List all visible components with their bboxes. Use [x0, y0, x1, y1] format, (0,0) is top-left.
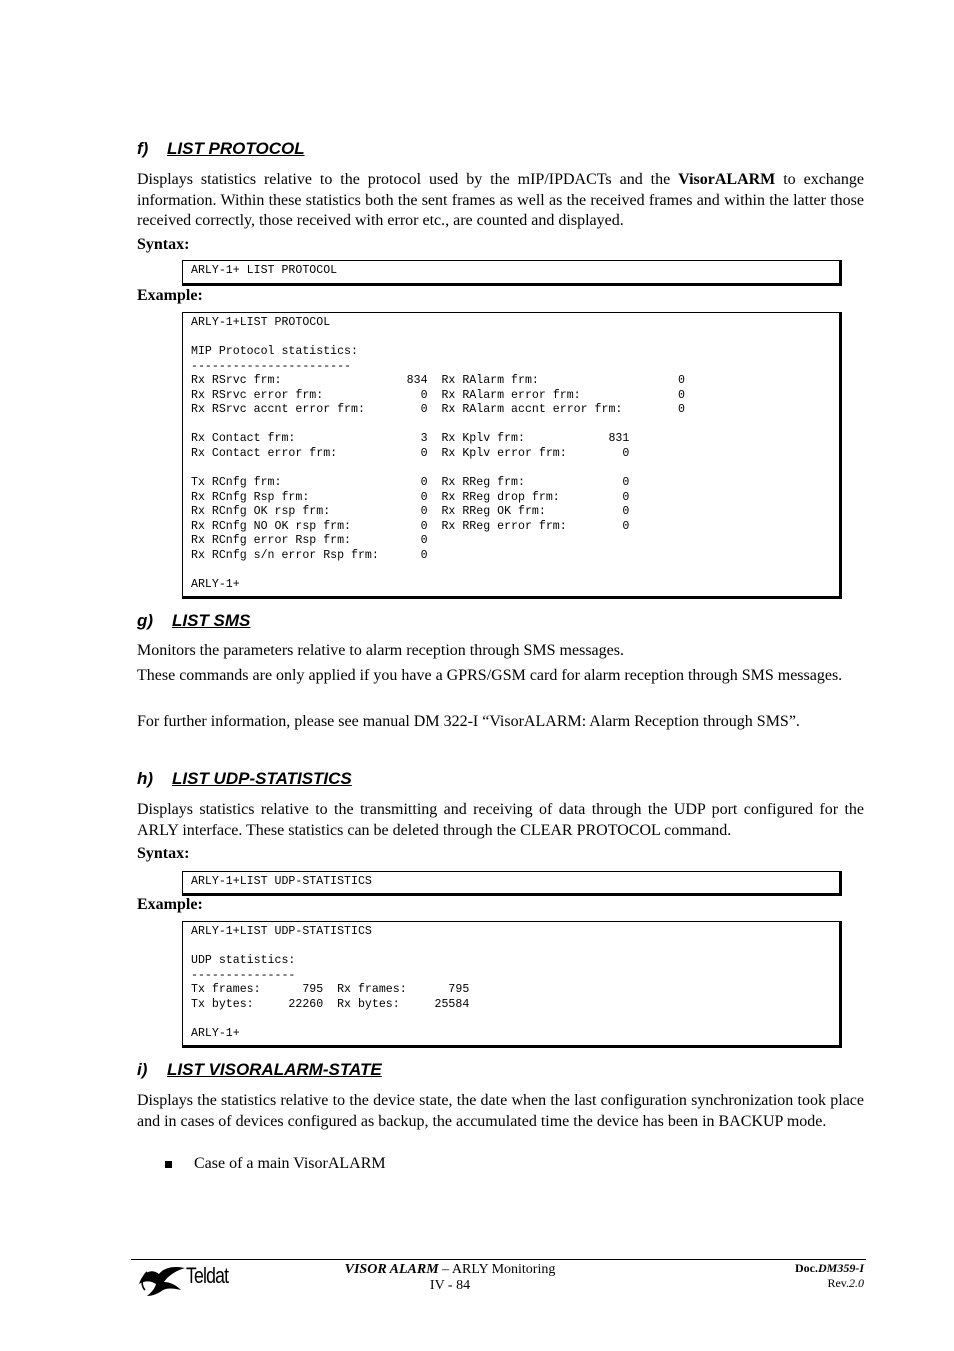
footer-doc-info: [764, 1261, 864, 1291]
footer-rev-line: [764, 1276, 864, 1291]
footer-title-line: [300, 1262, 600, 1278]
section-g-paragraph-3: For further information, please see manual DM 322-I “VisorALARM: Alarm Reception through SMS”.: [137, 713, 800, 730]
footer-doc-prefix: Doc.: [794, 1261, 818, 1275]
section-f-heading: [137, 139, 305, 159]
footer-doc-line: [764, 1261, 864, 1276]
section-h-example-label: Example:: [137, 896, 203, 913]
footer-product: VISOR ALARM: [344, 1262, 439, 1277]
section-g-paragraph-2: These commands are only applied if you have a GPRS/GSM card for alarm reception through SMS messages.: [137, 667, 843, 684]
footer-doc-id: DM359-I: [817, 1261, 864, 1275]
section-g-letter: g): [137, 611, 154, 630]
teldat-logo: [137, 1260, 247, 1298]
section-f-example-code: ARLY-1+LIST PROTOCOL MIP Protocol statistics: ----------------------- Rx RSrvc frm: 834 Rx RAlarm frm: 0 Rx RSrvc error frm: 0 Rx RAlarm error frm: 0 Rx RSrvc accnt error frm: 0 Rx RAlarm accnt error frm: 0 Rx Contact frm: 3 Rx Kplv frm: 831 Rx Contact error frm: 0 Rx Kplv error frm: 0 Tx RCnfg frm: 0 Rx RReg frm: 0 Rx RCnfg Rsp frm: 0 Rx RReg drop frm: 0 Rx RCnfg OK rsp frm: 0 Rx RReg OK frm: 0 Rx RCnfg NO OK rsp frm: 0 Rx RReg error frm: 0 Rx RCnfg error Rsp frm: 0 Rx RCnfg s/n error Rsp frm: 0 ARLY-1+: [191, 316, 685, 591]
section-i-bullet-text: Case of a main VisorALARM: [194, 1155, 386, 1172]
section-h-syntax-box: [182, 871, 842, 896]
bullet-square-icon: [165, 1161, 172, 1168]
footer-center: [300, 1262, 600, 1294]
section-f-syntax-label: Syntax:: [137, 236, 190, 253]
section-f-desc-end: to exchange information. Within these statistics both the sent frames as well as the received frames and within the latter those received correctly, those received with error etc., are counted and displayed.: [137, 171, 864, 229]
section-i-title: LIST VISORALARM-STATE: [167, 1060, 382, 1079]
section-h-example-box: [182, 921, 842, 1048]
section-i-description: Displays the statistics relative to the device state, the date when the last configuration synchronization took place and in cases of devices configured as backup, the accumulated time the device has been in BACKUP mode.: [137, 1092, 864, 1130]
section-f-syntax-code: ARLY-1+ LIST PROTOCOL: [191, 264, 338, 277]
section-h-syntax-code: ARLY-1+LIST UDP-STATISTICS: [191, 875, 372, 888]
section-f-example-label: Example:: [137, 287, 203, 304]
section-f-letter: f): [137, 139, 149, 158]
section-h-syntax-label: Syntax:: [137, 845, 190, 862]
section-h-example-code: ARLY-1+LIST UDP-STATISTICS UDP statistics: --------------- Tx frames: 795 Rx frames: 795 Tx bytes: 22260 Rx bytes: 25584 ARLY-1+: [191, 925, 470, 1040]
section-g-paragraph-1: Monitors the parameters relative to alarm reception through SMS messages.: [137, 642, 624, 659]
section-f-title: LIST PROTOCOL: [167, 139, 305, 158]
section-f-description: [137, 170, 864, 232]
section-f-syntax-box: [182, 260, 842, 286]
section-h-heading: [137, 769, 352, 789]
teldat-bird-icon: [137, 1260, 189, 1298]
section-i-letter: i): [137, 1060, 148, 1079]
section-h-letter: h): [137, 769, 154, 788]
footer-rev-prefix: Rev.: [827, 1276, 849, 1290]
section-i-heading: [137, 1060, 382, 1080]
section-f-example-box: [182, 312, 842, 599]
section-f-desc-start: Displays statistics relative to the protocol used by the mIP/IPDACTs and the: [137, 171, 679, 188]
section-f-desc-bold: VisorALARM: [678, 171, 776, 188]
section-g-heading: [137, 611, 250, 631]
footer-subtitle: – ARLY Monitoring: [438, 1262, 556, 1277]
section-g-title: LIST SMS: [172, 611, 251, 630]
section-h-description: Displays statistics relative to the transmitting and receiving of data through the UDP port configured for the ARLY interface. These statistics can be deleted through the CLEAR PROTOCOL command.: [137, 801, 864, 839]
section-h-title: LIST UDP-STATISTICS: [172, 769, 352, 788]
footer-page-number: IV - 84: [429, 1278, 471, 1293]
teldat-logo-text: Teldat: [186, 1263, 229, 1288]
footer-rev: 2.0: [849, 1276, 864, 1290]
